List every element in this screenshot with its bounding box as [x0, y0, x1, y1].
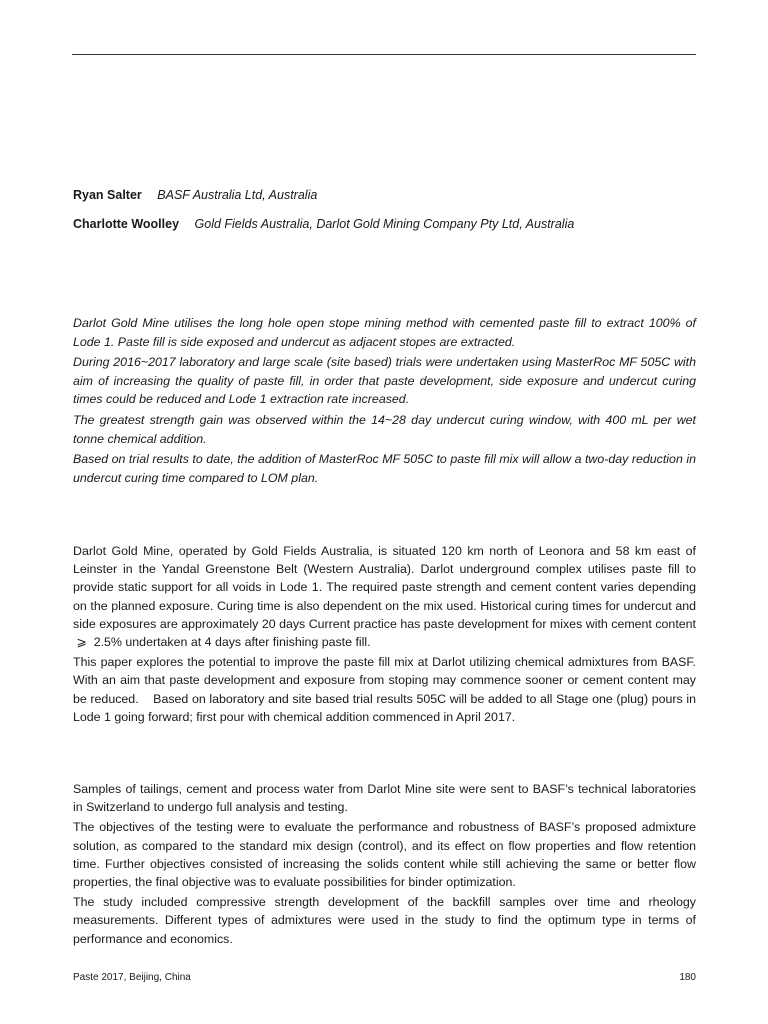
author-affiliation: Gold Fields Australia, Darlot Gold Mining Company Pty Ltd, Australia	[194, 217, 575, 231]
body-paragraph: The objectives of the testing were to evaluate the performance and robustness of BASF’s proposed admixture solution, as compared to the standard mix design (control), and its effect on flow properties and flow retention time. Further objectives consisted of increasing the solids content while still achieving the same or better flow properties, the final objective was to evaluate possibilities for binder optimization.	[73, 820, 696, 890]
author-affiliation: BASF Australia Ltd, Australia	[157, 188, 318, 202]
footer-page-number: 180	[679, 972, 696, 983]
author-name: Charlotte Woolley	[73, 217, 180, 231]
author-name: Ryan Salter	[73, 188, 142, 202]
abstract-paragraph: Darlot Gold Mine utilises the long hole open stope mining method with cemented paste fill to extract 100% of Lode 1. Paste fill is side exposed and undercut as adjacent stopes are extracted.	[73, 316, 696, 349]
body-paragraph: This paper explores the potential to improve the paste fill mix at Darlot utilizing chemical admixtures from BASF. With an aim that paste development and exposure from stoping may commence sooner or cement content may be reduced. Based on laboratory and site based trial results 505C will be added to all Stage one (plug) pours in Lode 1 going forward; first pour with chemical addition commenced in April 2017.	[73, 655, 696, 724]
methods-section	[73, 780, 696, 950]
abstract-paragraph: The greatest strength gain was observed within the 14~28 day undercut curing window, with 400 mL per wet tonne chemical addition.	[73, 412, 696, 446]
body-paragraph: The study included compressive strength development of the backfill samples over time and rheology measurements. Different types of admixtures were used in the study to find the optimum type in terms of performance and economics.	[73, 895, 696, 946]
abstract-paragraph: During 2016~2017 laboratory and large scale (site based) trials were undertaken using MasterRoc MF 505C with aim of increasing the quality of paste fill, in order that paste development, side exposure and undercut curing times could be reduced and Lode 1 extraction rate increased.	[73, 355, 696, 407]
introduction-section	[73, 542, 696, 728]
author-line	[73, 186, 696, 204]
author-block	[73, 186, 696, 244]
author-line	[73, 215, 696, 233]
body-paragraph: Darlot Gold Mine, operated by Gold Fields Australia, is situated 120 km north of Leonora and 58 km east of Leinster in the Yandal Greenstone Belt (Western Australia). Darlot underground complex utilises paste fill to provide static support for all voids in Lode 1. The required paste strength and cement content varies depending on the planned exposure. Curing time is also dependent on the mix used. Historical curing times for undercut and side exposures are approximately 20 days Current practice has paste development for mixes with cement content ⩾ 2.5% undertaken at 4 days after finishing paste fill.	[73, 544, 696, 650]
header-rule	[72, 54, 696, 55]
footer-conference: Paste 2017, Beijing, China	[73, 972, 191, 983]
abstract-paragraph: Based on trial results to date, the addition of MasterRoc MF 505C to paste fill mix will allow a two-day reduction in undercut curing time compared to LOM plan.	[73, 452, 696, 485]
abstract	[73, 314, 696, 489]
body-paragraph: Samples of tailings, cement and process water from Darlot Mine site were sent to BASF’s technical laboratories in Switzerland to undergo full analysis and testing.	[73, 782, 696, 815]
